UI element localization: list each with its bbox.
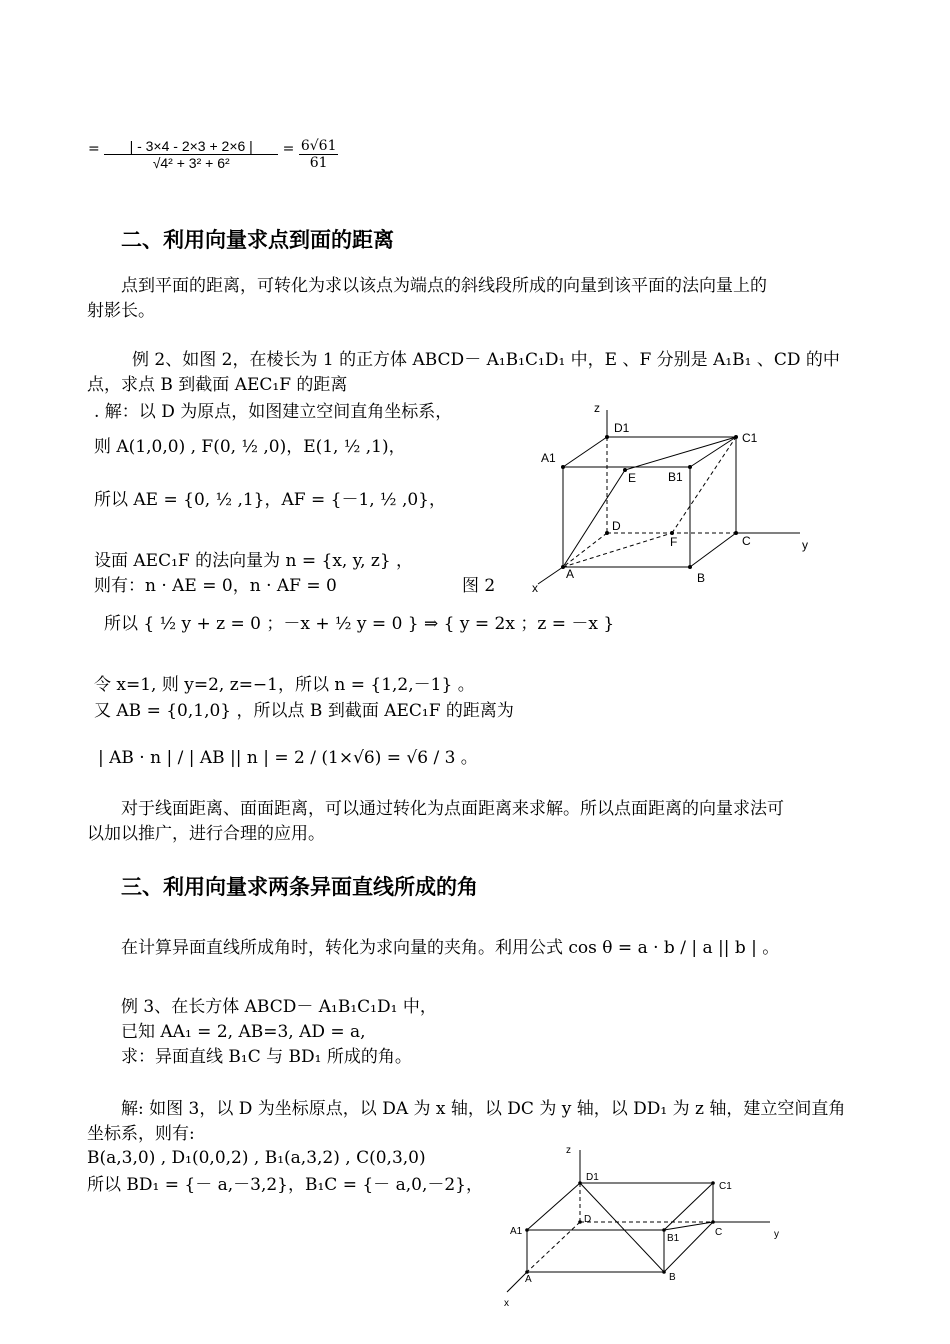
example2-line1: 例 2、如图 2，在棱长为 1 的正方体 ABCD－ A₁B₁C₁D₁ 中，E 、F 分别是 A₁B₁ 、CD 的中: [132, 350, 840, 370]
fig2-label-y: y: [802, 538, 808, 552]
solution2-line9: | AB · n | / | AB || n | = 2 / (1×√6) = √6 / 3 。: [98, 748, 478, 768]
solution3-line3: B(a,3,0) , D₁(0,0,2) , B₁(a,3,2) , C(0,3,0): [87, 1148, 426, 1168]
example3-line1: 例 3、在长方体 ABCD－ A₁B₁C₁D₁ 中，: [121, 997, 437, 1017]
figure2-caption: 图 2: [462, 576, 496, 596]
fig3-label-a: A: [525, 1274, 532, 1285]
solution2-line6: 所以 { ½ y + z = 0 ；－x + ½ y = 0 } ⇒ { y = 2x ；z = －x }: [104, 614, 615, 634]
section3-intro: 在计算异面直线所成角时，转化为求向量的夹角。利用公式 cos θ = a · b / | a || b | 。: [121, 938, 780, 958]
solution2-line8: 又 AB = {0,1,0} ，所以点 B 到截面 AEC₁F 的距离为: [94, 701, 514, 721]
fig3-label-z: z: [566, 1145, 571, 1156]
conclusion-line2: 以加以推广，进行合理的应用。: [87, 824, 325, 844]
solution3-line4: 所以 BD₁ = {－ a,－3,2}，B₁C = {－ a,0,－2}，: [87, 1175, 483, 1195]
fig2-label-b1: B1: [668, 470, 683, 484]
solution3-line2: 坐标系，则有:: [87, 1124, 195, 1144]
fig2-label-z: z: [594, 401, 600, 415]
example2-line2: 点，求点 B 到截面 AEC₁F 的距离: [87, 375, 348, 395]
fig2-label-x: x: [532, 581, 538, 595]
fig2-label-a1: A1: [541, 451, 556, 465]
fig3-label-b1: B1: [667, 1233, 680, 1244]
section2-heading: 二、利用向量求点到面的距离: [121, 228, 394, 252]
solution2-line1: . 解：以 D 为原点，如图建立空间直角坐标系，: [94, 402, 453, 422]
section3-heading: 三、利用向量求两条异面直线所成的角: [121, 875, 478, 899]
figure3-box-diagram: [498, 1142, 798, 1312]
fig2-label-d: D: [612, 519, 621, 533]
solution2-line5: 则有：n · AE = 0，n · AF = 0: [94, 576, 337, 596]
fig3-label-d1: D1: [586, 1172, 599, 1183]
formula-denominator: √4² + 3² + 6²: [152, 155, 230, 171]
fig2-label-c: C: [742, 534, 751, 548]
fig2-label-d1: D1: [614, 421, 630, 435]
solution3-line1: 解: 如图 3，以 D 为坐标原点，以 DA 为 x 轴，以 DC 为 y 轴，以 DD₁ 为 z 轴，建立空间直角: [121, 1099, 846, 1119]
figure2-cube-diagram: [525, 398, 825, 598]
fig3-label-d: D: [584, 1214, 592, 1225]
fig3-label-x: x: [504, 1298, 509, 1309]
fig3-label-c1: C1: [719, 1181, 732, 1192]
formula-numerator: | - 3×4 - 2×3 + 2×6 |: [104, 138, 278, 155]
solution2-line7: 令 x=1, 则 y=2, z=−1，所以 n = {1,2,－1} 。: [94, 675, 475, 695]
fig2-label-c1: C1: [742, 431, 758, 445]
equals-sign: =: [88, 141, 100, 157]
fig3-label-c: C: [715, 1227, 723, 1238]
solution2-line3: 所以 AE = {0, ½ ,1}，AF = {－1, ½ ,0}，: [94, 490, 446, 510]
fig2-label-f: F: [670, 535, 678, 549]
result-numerator: 6√61: [300, 138, 337, 154]
section2-intro-line1: 点到平面的距离，可转化为求以该点为端点的斜线段所成的向量到该平面的法向量上的: [121, 276, 767, 296]
equals-sign-2: =: [282, 141, 295, 157]
fig2-label-e: E: [628, 471, 637, 485]
solution2-line2: 则 A(1,0,0) , F(0, ½ ,0)，E(1, ½ ,1)，: [94, 437, 406, 457]
example3-line2: 已知 AA₁ = 2, AB=3, AD = a,: [121, 1022, 366, 1042]
fig3-label-y: y: [774, 1229, 779, 1240]
solution2-line4: 设面 AEC₁F 的法向量为 n = {x, y, z} ，: [94, 551, 414, 571]
section2-intro-line2: 射影长。: [87, 301, 155, 321]
example3-line3: 求：异面直线 B₁C 与 BD₁ 所成的角。: [121, 1047, 412, 1067]
fig3-label-a1: A1: [510, 1226, 523, 1237]
fig2-label-a: A: [566, 567, 575, 581]
fig3-label-b: B: [669, 1272, 676, 1283]
fig2-label-b: B: [697, 571, 706, 585]
conclusion-line1: 对于线面距离、面面距离，可以通过转化为点面距离来求解。所以点面距离的向量求法可: [121, 799, 784, 819]
formula-top: [88, 138, 338, 171]
result-denominator: 61: [309, 155, 328, 171]
